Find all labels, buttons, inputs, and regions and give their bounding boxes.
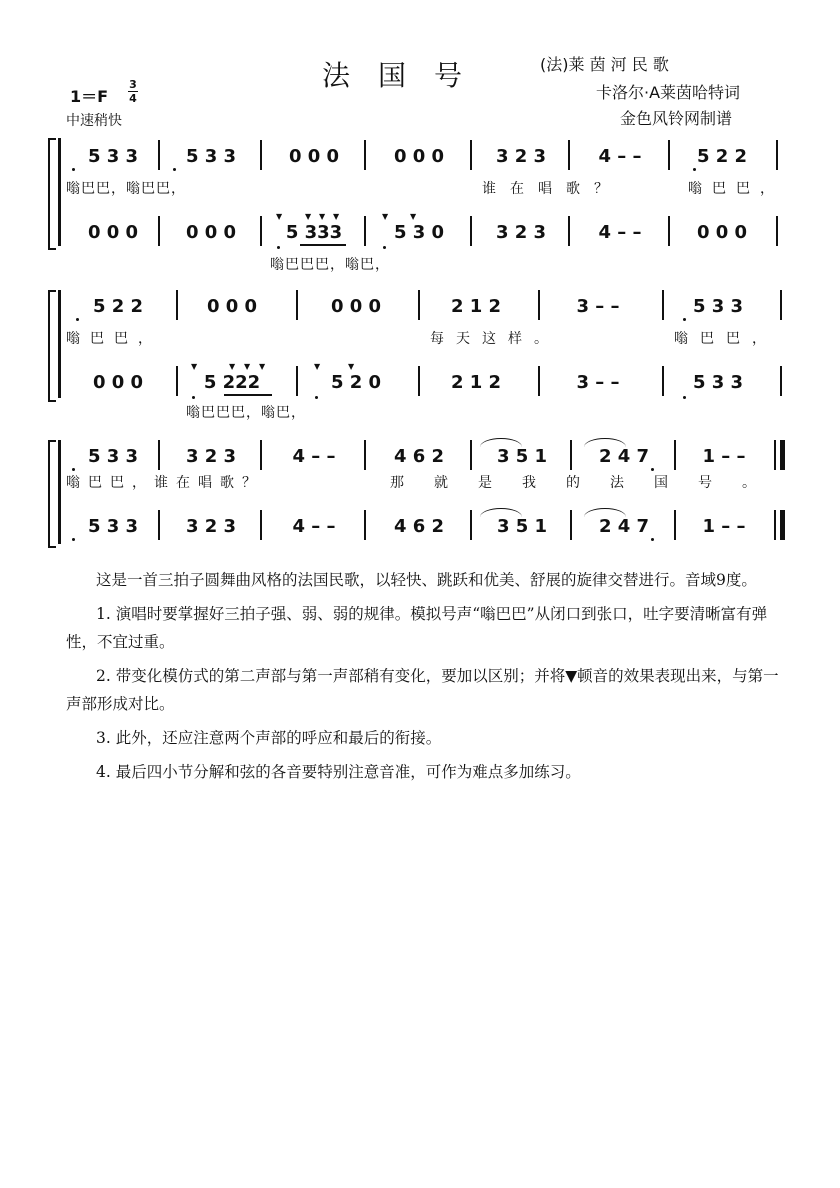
lyrics-line: 那就是我的法国号。 [390, 475, 786, 491]
barline [774, 510, 776, 540]
measure: 0 0 0 [288, 146, 340, 167]
origin-credit: (法)莱 茵 河 民 歌 [540, 55, 669, 74]
low-octave-dot [651, 468, 654, 471]
lyrics-line: 嗡巴巴， [674, 331, 778, 347]
final-barline [780, 510, 785, 540]
barline [538, 366, 540, 396]
time-signature-bottom: 4 [129, 92, 137, 105]
slur [584, 438, 626, 447]
measure: 3 2 3 [495, 222, 547, 243]
barline [296, 366, 298, 396]
measure: 5 3 3 [87, 446, 139, 467]
eighth-underline [300, 244, 346, 246]
system-start-bar [58, 138, 61, 246]
time-signature [126, 78, 140, 105]
measure: 3 5 1 [496, 516, 548, 537]
staccato-mark: ▼ [259, 362, 266, 371]
measure: 2 1 2 [450, 296, 502, 317]
low-octave-dot [683, 396, 686, 399]
measure: 2 4 7 [598, 516, 650, 537]
barline [538, 290, 540, 320]
measure: 4 6 2 [393, 516, 445, 537]
barline [260, 216, 262, 246]
barline [176, 290, 178, 320]
low-octave-dot [72, 468, 75, 471]
staccato-mark: ▼ [276, 212, 283, 221]
barline [470, 140, 472, 170]
measure: 3 2 3 [185, 446, 237, 467]
measure: 5 3 3 [87, 146, 139, 167]
barline [662, 290, 664, 320]
staccato-mark: ▼ [244, 362, 251, 371]
measure: 5 3 3 [692, 372, 744, 393]
measure: 0 0 0 [696, 222, 748, 243]
measure: 1 – – [702, 446, 746, 467]
low-octave-dot [277, 246, 280, 249]
barline [364, 140, 366, 170]
slur [584, 508, 626, 517]
score-line [66, 516, 772, 537]
barline [780, 366, 782, 396]
barline [418, 290, 420, 320]
slur [480, 438, 522, 447]
low-octave-dot [315, 396, 318, 399]
page-title: 法国号 [322, 59, 491, 92]
measure: 2 4 7 [598, 446, 650, 467]
barline [364, 216, 366, 246]
measure: 5 3 3 [692, 296, 744, 317]
barline [668, 140, 670, 170]
system-brace [48, 440, 56, 548]
barline [260, 440, 262, 470]
measure: 2 1 2 [450, 372, 502, 393]
barline [364, 510, 366, 540]
measure: 5 2 2 [696, 146, 748, 167]
intro-paragraph: 这是一首三拍子圆舞曲风格的法国民歌，以轻快、跳跃和优美、舒展的旋律交替进行。音域9度。 [96, 571, 757, 589]
barline [780, 290, 782, 320]
low-octave-dot [72, 168, 75, 171]
staccato-mark: ▼ [410, 212, 417, 221]
lyrics-line: 嗡巴巴，谁在唱歌？ [66, 475, 264, 491]
low-octave-dot [192, 396, 195, 399]
barline [158, 216, 160, 246]
lyrics-line: 嗡巴巴巴，嗡巴， [270, 257, 390, 273]
measure: 3 5 1 [496, 446, 548, 467]
measure: 5 2 2 [92, 296, 144, 317]
barline [470, 440, 472, 470]
lyrics-line: 每天这样。 [430, 331, 560, 347]
measure: 3 – – [576, 296, 620, 317]
barline [260, 510, 262, 540]
measure: 3 2 3 [495, 146, 547, 167]
system-brace [48, 138, 56, 250]
measure: 0 0 0 [330, 296, 382, 317]
barline [158, 440, 160, 470]
staccato-mark: ▼ [319, 212, 326, 221]
barline [364, 440, 366, 470]
staccato-mark: ▼ [382, 212, 389, 221]
measure: 4 – – [292, 516, 336, 537]
low-octave-dot [651, 538, 654, 541]
final-barline [780, 440, 785, 470]
tempo-marking: 中速稍快 [66, 113, 122, 129]
explanation-text [66, 566, 786, 786]
measure: 5 2 0 [330, 372, 382, 393]
barline [674, 440, 676, 470]
low-octave-dot [693, 168, 696, 171]
system-brace [48, 290, 56, 402]
barline [470, 216, 472, 246]
measure: 5 3 0 [393, 222, 445, 243]
score-line [66, 372, 774, 393]
score-line [66, 446, 772, 467]
barline [260, 140, 262, 170]
barline [568, 140, 570, 170]
arranger-credit: 金色风铃网制谱 [620, 109, 733, 128]
lyrics-line: 嗡巴巴巴，嗡巴， [186, 405, 306, 421]
staccato-mark: ▼ [229, 362, 236, 371]
staccato-mark: ▼ [348, 362, 355, 371]
measure: 0 0 0 [87, 222, 139, 243]
barline [774, 440, 776, 470]
barline [470, 510, 472, 540]
barline [176, 366, 178, 396]
barline [418, 366, 420, 396]
measure: 3 2 3 [185, 516, 237, 537]
barline [662, 366, 664, 396]
measure: 0 0 0 [185, 222, 237, 243]
measure: 0 0 0 [92, 372, 144, 393]
barline [570, 440, 572, 470]
low-octave-dot [383, 246, 386, 249]
key-signature: 1＝F [70, 87, 109, 106]
barline [568, 216, 570, 246]
measure: 5 333 [285, 222, 343, 243]
measure: 4 – – [598, 222, 642, 243]
low-octave-dot [72, 538, 75, 541]
low-octave-dot [173, 168, 176, 171]
lyrics-line: 嗡巴巴，嗡巴巴， [66, 181, 186, 197]
measure: 0 0 0 [206, 296, 258, 317]
score-line [66, 296, 774, 317]
lyrics-line: 嗡巴巴， [688, 181, 784, 197]
measure: 5 3 3 [185, 146, 237, 167]
barline [776, 216, 778, 246]
staccato-mark: ▼ [305, 212, 312, 221]
time-signature-top: 3 [129, 78, 137, 91]
measure: 4 – – [292, 446, 336, 467]
staccato-mark: ▼ [333, 212, 340, 221]
barline [668, 216, 670, 246]
system-start-bar [58, 440, 61, 544]
note-item-4: 4. 最后四小节分解和弦的各音要特别注意音准，可作为难点多加练习。 [96, 763, 581, 781]
barline [158, 510, 160, 540]
measure: 1 – – [702, 516, 746, 537]
measure: 4 6 2 [393, 446, 445, 467]
measure: 3 – – [576, 372, 620, 393]
barline [776, 140, 778, 170]
barline [158, 140, 160, 170]
lyrics-line: 谁在唱歌？ [482, 181, 622, 197]
barline [570, 510, 572, 540]
note-item-3: 3. 此外，还应注意两个声部的呼应和最后的衔接。 [96, 729, 442, 747]
low-octave-dot [76, 318, 79, 321]
barline [296, 290, 298, 320]
lyricist-credit: 卡洛尔·A莱茵哈特词 [596, 83, 741, 102]
measure: 4 – – [598, 146, 642, 167]
measure: 0 0 0 [393, 146, 445, 167]
low-octave-dot [683, 318, 686, 321]
note-item-2: 2. 带变化模仿式的第二声部与第一声部稍有变化，要加以区别；并将▼顿音的效果表现出来，与第一声部形成对比。 [66, 667, 779, 713]
measure: 5 3 3 [87, 516, 139, 537]
staccato-mark: ▼ [191, 362, 198, 371]
system-start-bar [58, 290, 61, 398]
note-item-1: 1. 演唱时要掌握好三拍子强、弱、弱的规律。模拟号声“嗡巴巴”从闭口到张口，吐字要清晰富有弹性，不宜过重。 [66, 605, 768, 651]
measure: 5 222 [203, 372, 261, 393]
lyrics-line: 嗡巴巴， [66, 331, 162, 347]
staccato-mark: ▼ [314, 362, 321, 371]
barline [674, 510, 676, 540]
eighth-underline [224, 394, 272, 396]
slur [480, 508, 522, 517]
